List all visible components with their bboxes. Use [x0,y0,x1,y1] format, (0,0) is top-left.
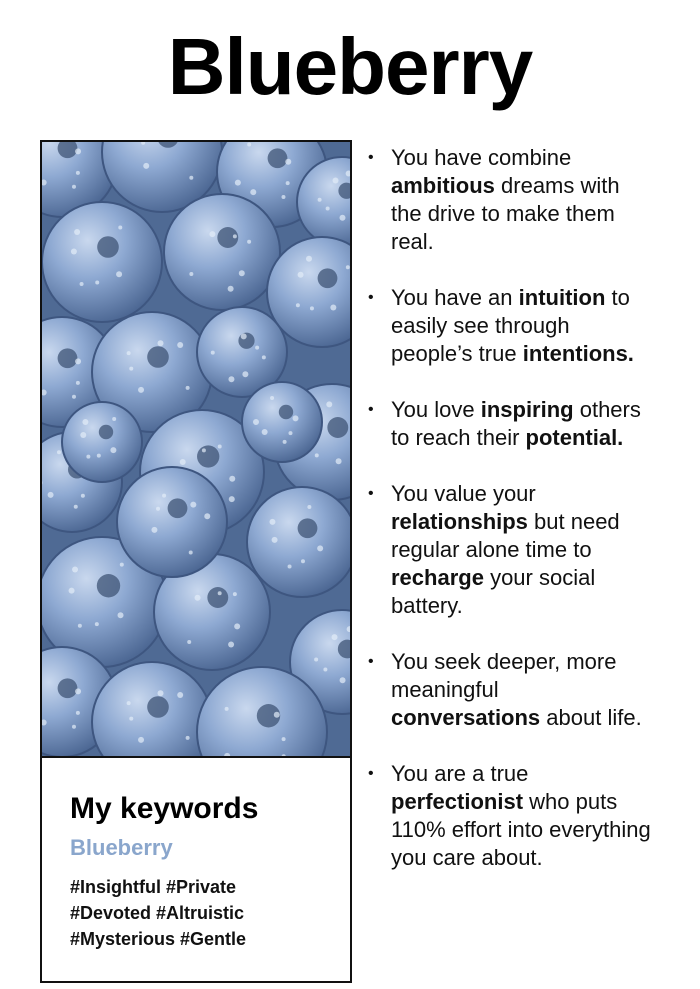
trait-text: but need regular alone time to [391,509,620,562]
trait-text: to easily see through people’s true [391,285,630,366]
water-droplet [78,624,82,628]
blueberry [247,487,350,597]
water-droplet [48,492,54,498]
trait-text: You seek deeper, more meaningful [391,649,617,702]
trait-text: You are a true [391,761,529,786]
water-droplet [340,677,346,683]
trait-text: You love [391,397,481,422]
water-droplet [195,595,201,601]
trait-item [368,144,653,256]
water-droplet [239,270,245,276]
blueberry [117,467,227,577]
divider [42,756,350,758]
blueberry [42,202,162,322]
water-droplet [190,502,196,508]
water-droplet [177,692,183,698]
water-droplet [234,623,240,629]
water-droplet [247,240,251,244]
water-droplet [74,505,78,509]
water-droplet [75,148,81,154]
water-droplet [158,340,164,346]
water-droplet [241,333,247,339]
water-droplet [229,476,235,482]
water-droplet [286,181,290,185]
water-droplet [333,177,339,183]
water-droplet [269,519,275,525]
blueberry-calyx [238,333,254,349]
trait-keyword: conversations [391,705,541,730]
water-droplet [118,612,124,618]
water-droplet [97,454,101,458]
water-droplet [138,737,144,743]
tag-line: #Devoted #Altruistic [70,903,245,923]
water-droplet [72,185,76,189]
blueberry-calyx [147,346,169,368]
water-droplet [242,371,248,377]
water-droplet [202,448,206,452]
water-droplet [336,458,342,464]
bullet-icon: • [368,653,374,670]
blueberry-calyx [97,236,119,258]
trait-text: your social battery. [391,565,596,618]
trait-text: You have combine [391,145,572,170]
blueberry-calyx [97,574,120,597]
water-droplet [95,622,99,626]
water-droplet [180,459,186,465]
water-droplet [229,496,235,502]
water-droplet [156,507,160,511]
water-droplet [186,386,190,390]
trait-text: You value your [391,481,536,506]
blueberry-calyx [58,348,78,368]
trait-keyword: relationships [391,509,528,534]
water-droplet [262,429,268,435]
water-droplet [76,711,80,715]
trait-keyword: recharge [391,565,484,590]
water-droplet [228,286,234,292]
water-droplet [209,231,215,237]
water-droplet [288,431,292,435]
bullet-icon: • [368,149,374,166]
water-droplet [127,351,131,355]
trait-item [368,396,653,452]
water-droplet [330,305,336,311]
keyword-card [40,140,352,983]
water-droplet [82,419,88,425]
water-droplet [326,401,332,407]
water-droplet [211,351,215,355]
bullet-icon: • [368,765,374,782]
trait-item [368,284,653,368]
water-droplet [332,634,338,640]
trait-item [368,760,653,872]
water-droplet [71,248,77,254]
water-droplet [69,588,75,594]
water-droplet [235,180,241,186]
blueberries-photo [42,142,350,756]
water-droplet [120,563,124,567]
blueberry-calyx [298,518,318,538]
water-droplet [80,282,84,286]
water-droplet [218,445,222,449]
water-droplet [262,355,266,359]
trait-keyword: perfectionist [391,789,524,814]
water-droplet [274,712,280,718]
blueberry-calyx [197,445,219,467]
water-droplet [72,395,76,399]
blueberry-calyx [327,417,348,438]
water-droplet [86,455,90,459]
trait-item [368,648,653,732]
water-droplet [283,440,287,444]
water-droplet [317,545,323,551]
bullet-icon: • [368,485,374,502]
water-droplet [74,229,80,235]
water-droplet [288,565,292,569]
water-droplet [81,494,85,498]
trait-text: dreams with the drive to make them real. [391,173,620,254]
blueberry-calyx [318,268,338,288]
traits-list [368,144,653,872]
water-droplet [339,215,345,221]
bullet-icon: • [368,289,374,306]
water-droplet [57,450,61,454]
water-droplet [143,163,149,169]
water-droplet [233,234,237,238]
blueberry-calyx [99,425,113,439]
water-droplet [204,513,210,519]
water-droplet [189,550,193,554]
water-droplet [75,358,81,364]
water-droplet [285,159,291,165]
keywords-name: Blueberry [70,835,173,860]
water-droplet [95,280,99,284]
water-droplet [298,272,304,278]
trait-keyword: intentions. [522,341,634,366]
water-droplet [270,396,274,400]
blueberry-calyx [147,696,169,718]
water-droplet [247,142,251,146]
trait-keyword: ambitious [391,173,495,198]
trait-text: You have an [391,285,519,310]
water-droplet [218,591,222,595]
water-droplet [151,527,157,533]
water-droplet [110,447,116,453]
water-droplet [225,707,229,711]
water-droplet [314,657,318,661]
water-droplet [187,640,191,644]
trait-keyword: inspiring [480,397,574,422]
water-droplet [228,376,234,382]
water-droplet [255,346,259,350]
water-droplet [281,195,285,199]
trait-text: others to reach their [391,397,641,450]
water-droplet [189,176,193,180]
tag-line: #Insightful #Private [70,877,237,897]
page-title: Blueberry [167,22,533,111]
blueberry-calyx [268,148,288,168]
water-droplet [177,342,183,348]
keywords-heading: My keywords [70,792,259,825]
water-droplet [307,505,311,509]
water-droplet [301,559,305,563]
blueberries-illustration [42,142,350,756]
water-droplet [127,701,131,705]
water-droplet [162,494,166,498]
water-droplet [76,171,80,175]
water-droplet [118,226,122,230]
trait-text: who puts 110% effort into everything you care about. [391,789,651,870]
blueberry-calyx [279,405,293,419]
water-droplet [293,415,299,421]
trait-text: about life. [540,705,642,730]
water-droplet [138,387,144,393]
water-droplet [228,642,234,648]
water-droplet [75,688,81,694]
blueberry [62,402,142,482]
water-droplet [72,566,78,572]
water-droplet [76,381,80,385]
water-droplet [323,667,327,671]
water-droplet [346,265,350,269]
bullet-icon: • [368,401,374,418]
water-droplet [296,303,300,307]
water-droplet [310,306,314,310]
water-droplet [253,419,259,425]
trait-keyword: intuition [518,285,606,310]
water-droplet [158,690,164,696]
water-droplet [318,198,322,202]
water-droplet [80,432,86,438]
water-droplet [112,417,116,421]
water-droplet [116,271,122,277]
water-droplet [72,725,76,729]
trait-keyword: potential. [525,425,624,450]
water-droplet [315,453,319,457]
blueberry-calyx [58,678,78,698]
keywords-tags [70,874,340,952]
water-droplet [129,367,133,371]
water-droplet [282,737,286,741]
blueberry [164,194,280,310]
water-droplet [186,736,190,740]
water-droplet [306,256,312,262]
blueberry-calyx [168,498,188,518]
water-droplet [250,189,256,195]
water-droplet [189,272,193,276]
trait-item [368,480,653,620]
water-droplet [272,537,278,543]
water-droplet [233,592,237,596]
water-droplet [129,717,133,721]
water-droplet [326,206,330,210]
blueberry-calyx [207,587,228,608]
tag-line: #Mysterious #Gentle [70,929,247,949]
